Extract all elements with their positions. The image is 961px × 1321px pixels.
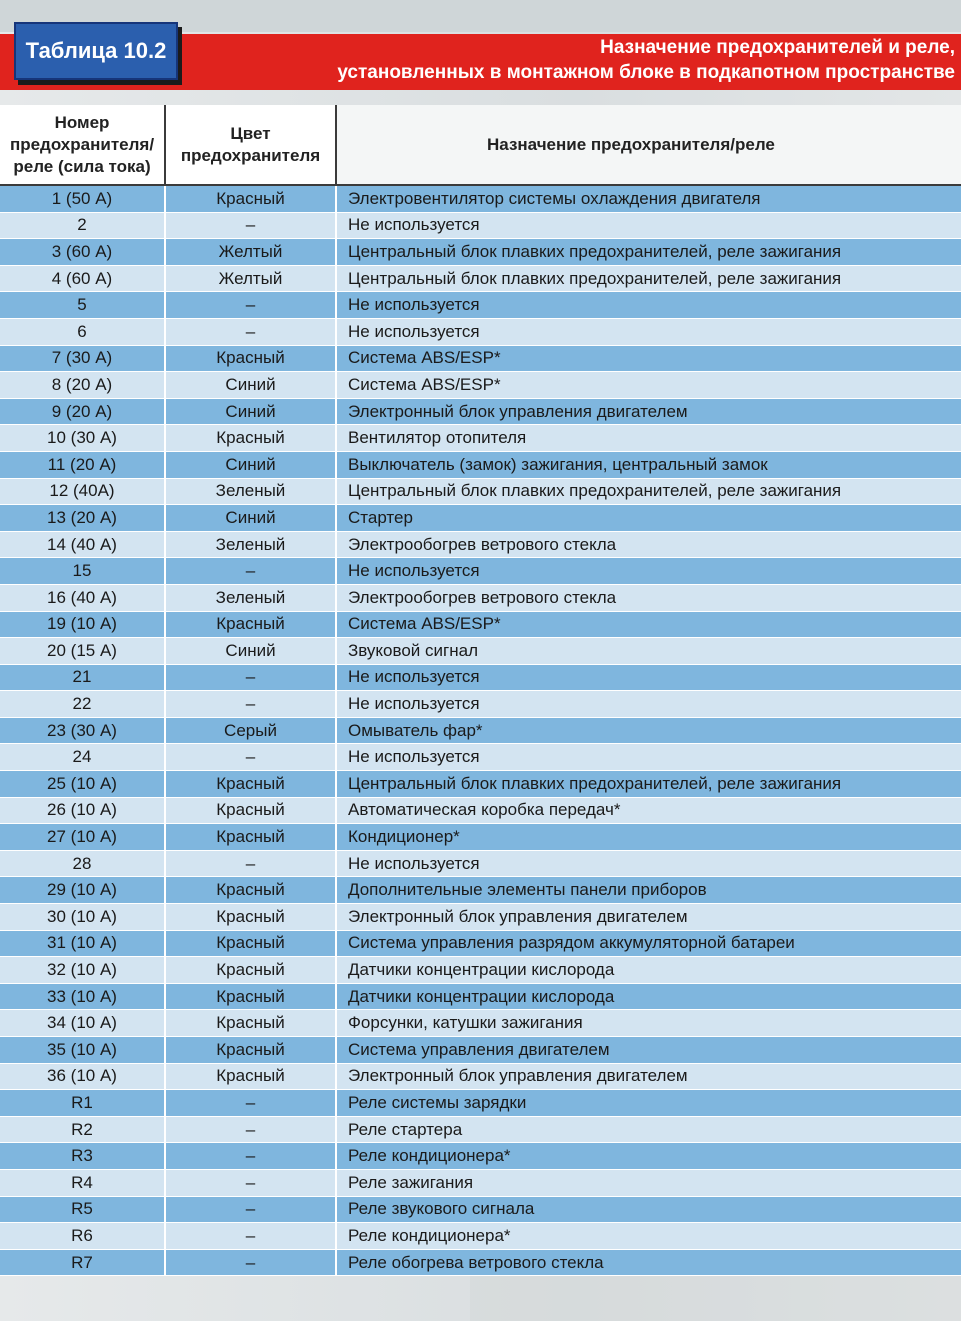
cell-color: – bbox=[165, 1090, 336, 1117]
table-row bbox=[0, 691, 961, 718]
cell-purpose: Реле системы зарядки bbox=[336, 1090, 961, 1117]
cell-color: Красный bbox=[165, 771, 336, 798]
cell-color: – bbox=[165, 744, 336, 771]
table-row bbox=[0, 877, 961, 904]
table-row bbox=[0, 425, 961, 452]
table-row bbox=[0, 957, 961, 984]
table-row bbox=[0, 1169, 961, 1196]
cell-color: – bbox=[165, 212, 336, 239]
cell-color: Красный bbox=[165, 1063, 336, 1090]
cell-number: 1 (50 А) bbox=[0, 185, 165, 212]
cell-color: – bbox=[165, 691, 336, 718]
cell-number: R1 bbox=[0, 1090, 165, 1117]
cell-number: 35 (10 А) bbox=[0, 1037, 165, 1064]
cell-number: 15 bbox=[0, 558, 165, 585]
cell-color: Синий bbox=[165, 372, 336, 399]
cell-number: 3 (60 А) bbox=[0, 239, 165, 266]
cell-purpose: Система ABS/ESP* bbox=[336, 611, 961, 638]
cell-number: 5 bbox=[0, 292, 165, 319]
table-label: Таблица 10.2 bbox=[14, 22, 178, 80]
cell-purpose: Электрообогрев ветрового стекла bbox=[336, 531, 961, 558]
table-row bbox=[0, 1143, 961, 1170]
cell-color: Красный bbox=[165, 930, 336, 957]
table-row bbox=[0, 1063, 961, 1090]
cell-number: 20 (15 А) bbox=[0, 638, 165, 665]
table-row bbox=[0, 1196, 961, 1223]
cell-purpose: Система управления разрядом аккумуляторной батареи bbox=[336, 930, 961, 957]
cell-purpose: Система управления двигателем bbox=[336, 1037, 961, 1064]
table-row bbox=[0, 558, 961, 585]
cell-purpose: Выключатель (замок) зажигания, центральный замок bbox=[336, 451, 961, 478]
cell-purpose: Кондиционер* bbox=[336, 824, 961, 851]
table-row bbox=[0, 292, 961, 319]
cell-color: Красный bbox=[165, 185, 336, 212]
cell-number: R3 bbox=[0, 1143, 165, 1170]
table-body bbox=[0, 185, 961, 1276]
cell-purpose: Стартер bbox=[336, 505, 961, 532]
table-row bbox=[0, 584, 961, 611]
cell-color: – bbox=[165, 1169, 336, 1196]
column-header-number: Номер предохранителя/ реле (сила тока) bbox=[0, 105, 165, 185]
cell-purpose: Электронный блок управления двигателем bbox=[336, 904, 961, 931]
cell-purpose: Система ABS/ESP* bbox=[336, 372, 961, 399]
cell-number: 11 (20 А) bbox=[0, 451, 165, 478]
cell-color: Красный bbox=[165, 797, 336, 824]
cell-number: 36 (10 А) bbox=[0, 1063, 165, 1090]
cell-number: R7 bbox=[0, 1249, 165, 1276]
cell-color: – bbox=[165, 1116, 336, 1143]
table-row bbox=[0, 983, 961, 1010]
table-row bbox=[0, 1249, 961, 1276]
cell-number: R2 bbox=[0, 1116, 165, 1143]
cell-purpose: Не используется bbox=[336, 292, 961, 319]
cell-number: 28 bbox=[0, 850, 165, 877]
column-header-purpose: Назначение предохранителя/реле bbox=[336, 105, 961, 185]
cell-number: 22 bbox=[0, 691, 165, 718]
cell-purpose: Центральный блок плавких предохранителей, реле зажигания bbox=[336, 265, 961, 292]
table-heading bbox=[195, 35, 955, 85]
table-row bbox=[0, 771, 961, 798]
cell-number: 27 (10 А) bbox=[0, 824, 165, 851]
cell-number: R5 bbox=[0, 1196, 165, 1223]
table-row bbox=[0, 1223, 961, 1250]
cell-number: 2 bbox=[0, 212, 165, 239]
cell-number: 13 (20 А) bbox=[0, 505, 165, 532]
cell-purpose: Центральный блок плавких предохранителей, реле зажигания bbox=[336, 239, 961, 266]
cell-purpose: Не используется bbox=[336, 691, 961, 718]
cell-purpose: Электровентилятор системы охлаждения двигателя bbox=[336, 185, 961, 212]
table-row bbox=[0, 717, 961, 744]
cell-number: 23 (30 А) bbox=[0, 717, 165, 744]
table-row bbox=[0, 239, 961, 266]
cell-purpose: Электронный блок управления двигателем bbox=[336, 398, 961, 425]
cell-number: 14 (40 А) bbox=[0, 531, 165, 558]
cell-purpose: Не используется bbox=[336, 318, 961, 345]
table-row bbox=[0, 930, 961, 957]
cell-color: – bbox=[165, 292, 336, 319]
cell-number: 34 (10 А) bbox=[0, 1010, 165, 1037]
cell-purpose: Электронный блок управления двигателем bbox=[336, 1063, 961, 1090]
cell-number: 21 bbox=[0, 664, 165, 691]
cell-purpose: Система ABS/ESP* bbox=[336, 345, 961, 372]
cell-purpose: Автоматическая коробка передач* bbox=[336, 797, 961, 824]
table-row bbox=[0, 505, 961, 532]
cell-color: Синий bbox=[165, 398, 336, 425]
cell-color: Зеленый bbox=[165, 531, 336, 558]
cell-color: – bbox=[165, 664, 336, 691]
cell-color: Синий bbox=[165, 638, 336, 665]
cell-color: – bbox=[165, 850, 336, 877]
table-row bbox=[0, 1116, 961, 1143]
cell-number: 4 (60 А) bbox=[0, 265, 165, 292]
cell-color: Серый bbox=[165, 717, 336, 744]
heading-line-1: Назначение предохранителей и реле, bbox=[600, 37, 955, 58]
table-row bbox=[0, 797, 961, 824]
cell-color: Красный bbox=[165, 1010, 336, 1037]
cell-purpose: Реле зажигания bbox=[336, 1169, 961, 1196]
cell-number: 8 (20 А) bbox=[0, 372, 165, 399]
cell-number: 32 (10 А) bbox=[0, 957, 165, 984]
cell-number: 10 (30 А) bbox=[0, 425, 165, 452]
heading-line-2: установленных в монтажном блоке в подкапотном пространстве bbox=[337, 62, 955, 83]
cell-purpose: Датчики концентрации кислорода bbox=[336, 983, 961, 1010]
table-row bbox=[0, 265, 961, 292]
cell-color: Красный bbox=[165, 345, 336, 372]
cell-color: Зеленый bbox=[165, 478, 336, 505]
cell-color: – bbox=[165, 1143, 336, 1170]
table-row bbox=[0, 638, 961, 665]
cell-color: Синий bbox=[165, 505, 336, 532]
cell-purpose: Реле стартера bbox=[336, 1116, 961, 1143]
cell-number: 33 (10 А) bbox=[0, 983, 165, 1010]
table-row bbox=[0, 664, 961, 691]
cell-color: Красный bbox=[165, 1037, 336, 1064]
cell-number: R6 bbox=[0, 1223, 165, 1250]
cell-number: 7 (30 А) bbox=[0, 345, 165, 372]
cell-purpose: Датчики концентрации кислорода bbox=[336, 957, 961, 984]
cell-number: 25 (10 А) bbox=[0, 771, 165, 798]
cell-number: R4 bbox=[0, 1169, 165, 1196]
fuse-table bbox=[0, 105, 961, 1276]
table-row bbox=[0, 345, 961, 372]
cell-purpose: Дополнительные элементы панели приборов bbox=[336, 877, 961, 904]
cell-purpose: Центральный блок плавких предохранителей, реле зажигания bbox=[336, 771, 961, 798]
cell-number: 30 (10 А) bbox=[0, 904, 165, 931]
table-header-row bbox=[0, 105, 961, 185]
cell-purpose: Не используется bbox=[336, 744, 961, 771]
cell-color: Красный bbox=[165, 983, 336, 1010]
table-row bbox=[0, 372, 961, 399]
cell-purpose: Не используется bbox=[336, 558, 961, 585]
cell-color: Красный bbox=[165, 425, 336, 452]
cell-number: 19 (10 А) bbox=[0, 611, 165, 638]
cell-purpose: Не используется bbox=[336, 212, 961, 239]
table-row bbox=[0, 744, 961, 771]
cell-color: Красный bbox=[165, 877, 336, 904]
cell-color: – bbox=[165, 558, 336, 585]
cell-purpose: Электрообогрев ветрового стекла bbox=[336, 584, 961, 611]
table-row bbox=[0, 611, 961, 638]
cell-color: Желтый bbox=[165, 265, 336, 292]
table-row bbox=[0, 850, 961, 877]
cell-number: 26 (10 А) bbox=[0, 797, 165, 824]
table-row bbox=[0, 185, 961, 212]
cell-purpose: Реле обогрева ветрового стекла bbox=[336, 1249, 961, 1276]
fuse-table-wrapper bbox=[0, 105, 961, 1321]
cell-purpose: Вентилятор отопителя bbox=[336, 425, 961, 452]
cell-number: 6 bbox=[0, 318, 165, 345]
column-header-color: Цвет предохранителя bbox=[165, 105, 336, 185]
cell-number: 16 (40 А) bbox=[0, 584, 165, 611]
cell-purpose: Не используется bbox=[336, 850, 961, 877]
cell-purpose: Омыватель фар* bbox=[336, 717, 961, 744]
cell-color: Желтый bbox=[165, 239, 336, 266]
cell-color: Красный bbox=[165, 957, 336, 984]
cell-number: 31 (10 А) bbox=[0, 930, 165, 957]
table-row bbox=[0, 1037, 961, 1064]
table-row bbox=[0, 451, 961, 478]
cell-purpose: Реле кондиционера* bbox=[336, 1143, 961, 1170]
table-row bbox=[0, 212, 961, 239]
cell-color: – bbox=[165, 1223, 336, 1250]
cell-purpose: Форсунки, катушки зажигания bbox=[336, 1010, 961, 1037]
cell-purpose: Звуковой сигнал bbox=[336, 638, 961, 665]
cell-number: 12 (40А) bbox=[0, 478, 165, 505]
cell-color: Красный bbox=[165, 824, 336, 851]
table-row bbox=[0, 824, 961, 851]
table-row bbox=[0, 478, 961, 505]
cell-color: Зеленый bbox=[165, 584, 336, 611]
table-row bbox=[0, 531, 961, 558]
cell-purpose: Реле звукового сигнала bbox=[336, 1196, 961, 1223]
cell-color: – bbox=[165, 1196, 336, 1223]
table-row bbox=[0, 1010, 961, 1037]
table-row bbox=[0, 318, 961, 345]
cell-purpose: Реле кондиционера* bbox=[336, 1223, 961, 1250]
cell-purpose: Центральный блок плавких предохранителей, реле зажигания bbox=[336, 478, 961, 505]
table-row bbox=[0, 904, 961, 931]
cell-color: Красный bbox=[165, 904, 336, 931]
cell-purpose: Не используется bbox=[336, 664, 961, 691]
cell-color: Синий bbox=[165, 451, 336, 478]
table-row bbox=[0, 398, 961, 425]
cell-number: 9 (20 А) bbox=[0, 398, 165, 425]
table-row bbox=[0, 1090, 961, 1117]
cell-number: 29 (10 А) bbox=[0, 877, 165, 904]
cell-color: – bbox=[165, 1249, 336, 1276]
cell-color: Красный bbox=[165, 611, 336, 638]
cell-color: – bbox=[165, 318, 336, 345]
cell-number: 24 bbox=[0, 744, 165, 771]
